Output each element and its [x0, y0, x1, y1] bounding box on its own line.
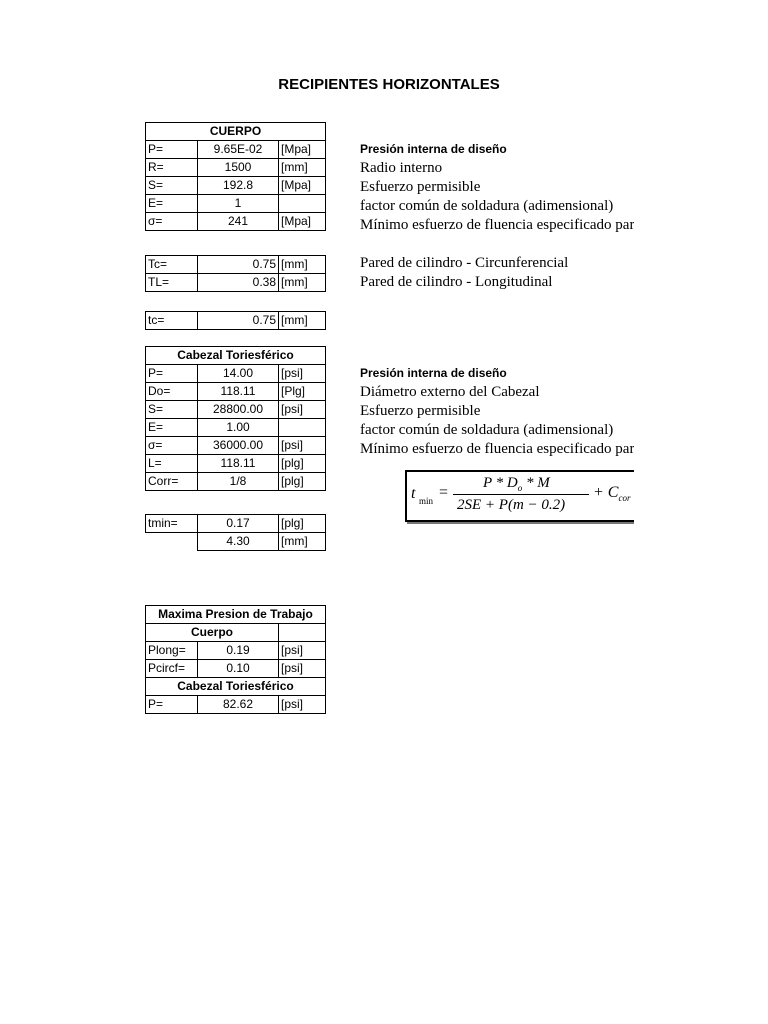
cuerpo-desc: factor común de soldadura (adimensional): [360, 198, 614, 214]
table-row: R= 1500 [mm]: [146, 159, 326, 177]
table-row: Tc= 0.75 [mm]: [146, 256, 326, 274]
table-row: L= 118.11 [plg]: [146, 455, 326, 473]
table-row: S= 192.8 [Mpa]: [146, 177, 326, 195]
cuerpo-desc: Esfuerzo permisible: [360, 179, 481, 195]
table-row: tc= 0.75 [mm]: [146, 312, 326, 330]
table-row: S= 28800.00 [psi]: [146, 401, 326, 419]
page-title: RECIPIENTES HORIZONTALES: [278, 76, 500, 93]
table-row: TL= 0.38 [mm]: [146, 274, 326, 292]
table-row: P= 14.00 [psi]: [146, 365, 326, 383]
table-row: P= 9.65E-02 [Mpa]: [146, 141, 326, 159]
table-row: E= 1: [146, 195, 326, 213]
table-row: Plong= 0.19 [psi]: [146, 642, 326, 660]
tmin-formula: t min = P * $D_o$ * M 2SE + P(m − 0.2) + $C_{cor}$: [405, 470, 634, 522]
maxima-header: Maxima Presion de Trabajo: [146, 606, 326, 624]
thickness-desc: Pared de cilindro - Longitudinal: [360, 274, 553, 290]
cuerpo-desc: Mínimo esfuerzo de fluencia especificado par: [360, 217, 634, 233]
maxima-sub-cabezal: Cabezal Toriesférico: [146, 678, 326, 696]
thickness-desc: Pared de cilindro - Circunferencial: [360, 255, 569, 271]
table-row: tmin= 0.17 [plg]: [146, 515, 326, 533]
cabezal-desc: Mínimo esfuerzo de fluencia especificado par: [360, 441, 634, 457]
maxima-table: [145, 605, 326, 714]
cabezal-header: Cabezal Toriesférico: [146, 347, 326, 365]
tc-table: [145, 311, 326, 330]
cabezal-desc: Presión interna de diseño: [360, 366, 507, 380]
table-row: Pcircf= 0.10 [psi]: [146, 660, 326, 678]
table-row: σ= 36000.00 [psi]: [146, 437, 326, 455]
cuerpo-header: CUERPO: [146, 123, 326, 141]
fraction-bar: [453, 494, 589, 495]
table-row: Corr= 1/8 [plg]: [146, 473, 326, 491]
cabezal-desc: factor común de soldadura (adimensional): [360, 422, 614, 438]
table-row: 4.30 [mm]: [146, 533, 326, 551]
maxima-sub-cuerpo: Cuerpo: [146, 624, 279, 642]
cabezal-desc: Esfuerzo permisible: [360, 403, 481, 419]
table-row: σ= 241 [Mpa]: [146, 213, 326, 231]
thickness-table: [145, 255, 326, 292]
cabezal-desc: Diámetro externo del Cabezal: [360, 384, 540, 400]
table-row: P= 82.62 [psi]: [146, 696, 326, 714]
cuerpo-desc: Radio interno: [360, 160, 443, 176]
table-row: E= 1.00: [146, 419, 326, 437]
tmin-table: [145, 514, 326, 551]
table-row: Do= 118.11 [Plg]: [146, 383, 326, 401]
cabezal-table: [145, 346, 326, 491]
cuerpo-desc: Presión interna de diseño: [360, 142, 507, 156]
